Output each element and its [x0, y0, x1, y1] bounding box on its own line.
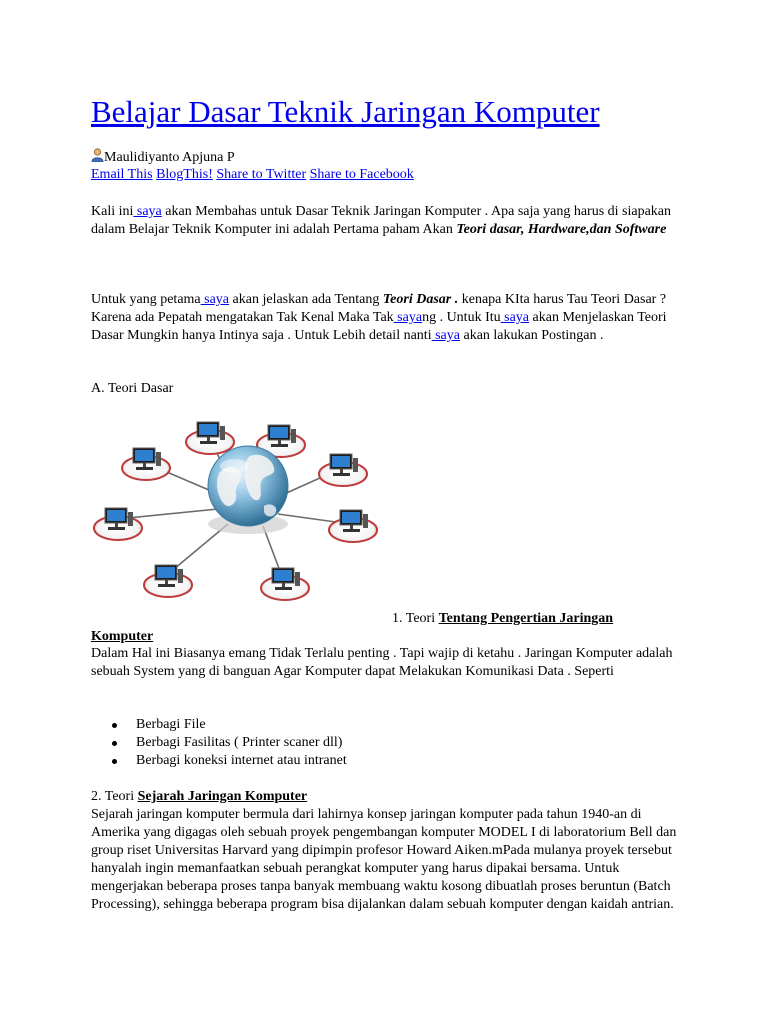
section-heading-a: A. Teori Dasar — [91, 381, 174, 396]
subsection-1-heading — [392, 610, 613, 628]
computer-icon — [319, 454, 367, 486]
list-item — [91, 734, 347, 752]
user-icon — [91, 148, 104, 162]
computer-icon — [186, 422, 234, 454]
subsection-2-heading — [91, 788, 691, 806]
list-item — [91, 752, 347, 770]
subsection-number: 2. Teori — [91, 789, 138, 804]
subsection-number: 1. Teori — [392, 611, 439, 626]
saya-link[interactable]: saya — [500, 310, 530, 325]
globe-icon — [208, 446, 288, 534]
saya-link[interactable]: saya — [133, 204, 162, 219]
subsection-title: Sejarah Jaringan Komputer — [137, 789, 308, 804]
para-text: Untuk yang petama — [91, 292, 201, 307]
paragraph-teori-dasar — [91, 291, 691, 345]
list-item-text: Berbagi Fasilitas ( Printer scaner dll) — [136, 735, 343, 750]
computer-icon — [122, 448, 170, 480]
subsection-title: Tentang Pengertian Jaringan — [438, 611, 614, 626]
para-text: akan Menjelaskan Teori Dasar Mungkin hanya Intinya saja . Untuk Lebih detail nanti — [91, 310, 667, 343]
subsection-2-text: Sejarah jaringan komputer bermula dari lahirnya konsep jaringan komputer pada tahun 1940-an di Amerika yang digagas oleh sebuah proyek pengembangan komputer MODEL I di laboratorium Bell dan group riset Universitas Harvard yang dipimpin profesor Howard Aiken.mPada mulanya proyek tersebut hanyalah ingin memanfaatkan sebuah perangkat komputer yang harus dipakai bersama. Untuk mengerjakan beberapa proses tanpa banyak membuang waktu kosong dibuatlah proses beruntun (Batch Processing), sehingga beberapa program bisa dijalankan dalam sebuah komputer dengan kaidah antrian. — [91, 807, 677, 912]
share-facebook-link[interactable]: Share to Facebook — [309, 167, 414, 182]
intro-paragraph — [91, 203, 691, 239]
email-this-link[interactable]: Email This — [91, 167, 153, 182]
feature-list — [91, 716, 347, 770]
bullet-icon — [112, 759, 117, 764]
intro-text: akan Membahas untuk Dasar Teknik Jaringan Komputer . Apa saja yang harus di siapakan dalam Belajar Teknik Komputer ini adalah Pertama paham Akan — [91, 204, 672, 237]
saya-link[interactable]: saya — [431, 328, 460, 343]
para-text: kenapa KIta harus Tau Teori Dasar ? Karena ada Pepatah mengatakan Tak Kenal Maka Tak — [91, 292, 667, 325]
author-name: Maulidiyanto Apjuna P — [104, 150, 235, 165]
list-item-text: Berbagi koneksi internet atau intranet — [136, 753, 347, 768]
para-text: akan lakukan Postingan . — [459, 328, 604, 343]
para-text: akan jelaskan ada Tentang — [229, 292, 383, 307]
subsection-1-text: Dalam Hal ini Biasanya emang Tidak Terlalu penting . Tapi wajip di ketahu . Jaringan Komputer adalah sebuah System yang di banguan Agar Komputer dapat Melakukan Komunikasi Data . Seperti — [91, 646, 673, 679]
saya-link[interactable]: saya — [200, 292, 230, 307]
network-illustration — [88, 414, 393, 614]
saya-link[interactable]: saya — [393, 310, 423, 325]
share-links — [91, 166, 414, 184]
para-emphasis: Teori Dasar . — [382, 292, 459, 307]
bullet-icon — [112, 723, 117, 728]
subsection-title: Komputer — [91, 629, 154, 644]
list-item — [91, 716, 347, 734]
author-line — [91, 148, 235, 167]
page-title[interactable]: Belajar Dasar Teknik Jaringan Komputer — [91, 94, 600, 129]
network-diagram-image — [88, 414, 393, 614]
para-text: ng . Untuk Itu — [422, 310, 501, 325]
bullet-icon — [112, 741, 117, 746]
subsection-1-heading-cont — [91, 628, 153, 646]
computer-icon — [94, 508, 142, 540]
computer-icon — [261, 568, 309, 600]
intro-emphasis: Teori dasar, Hardware,dan Software — [456, 222, 667, 237]
computer-icon — [144, 565, 192, 597]
blogthis-link[interactable]: BlogThis! — [156, 167, 213, 182]
share-twitter-link[interactable]: Share to Twitter — [216, 167, 307, 182]
list-item-text: Berbagi File — [136, 717, 206, 732]
computer-icon — [329, 510, 377, 542]
intro-text: Kali ini — [91, 204, 134, 219]
